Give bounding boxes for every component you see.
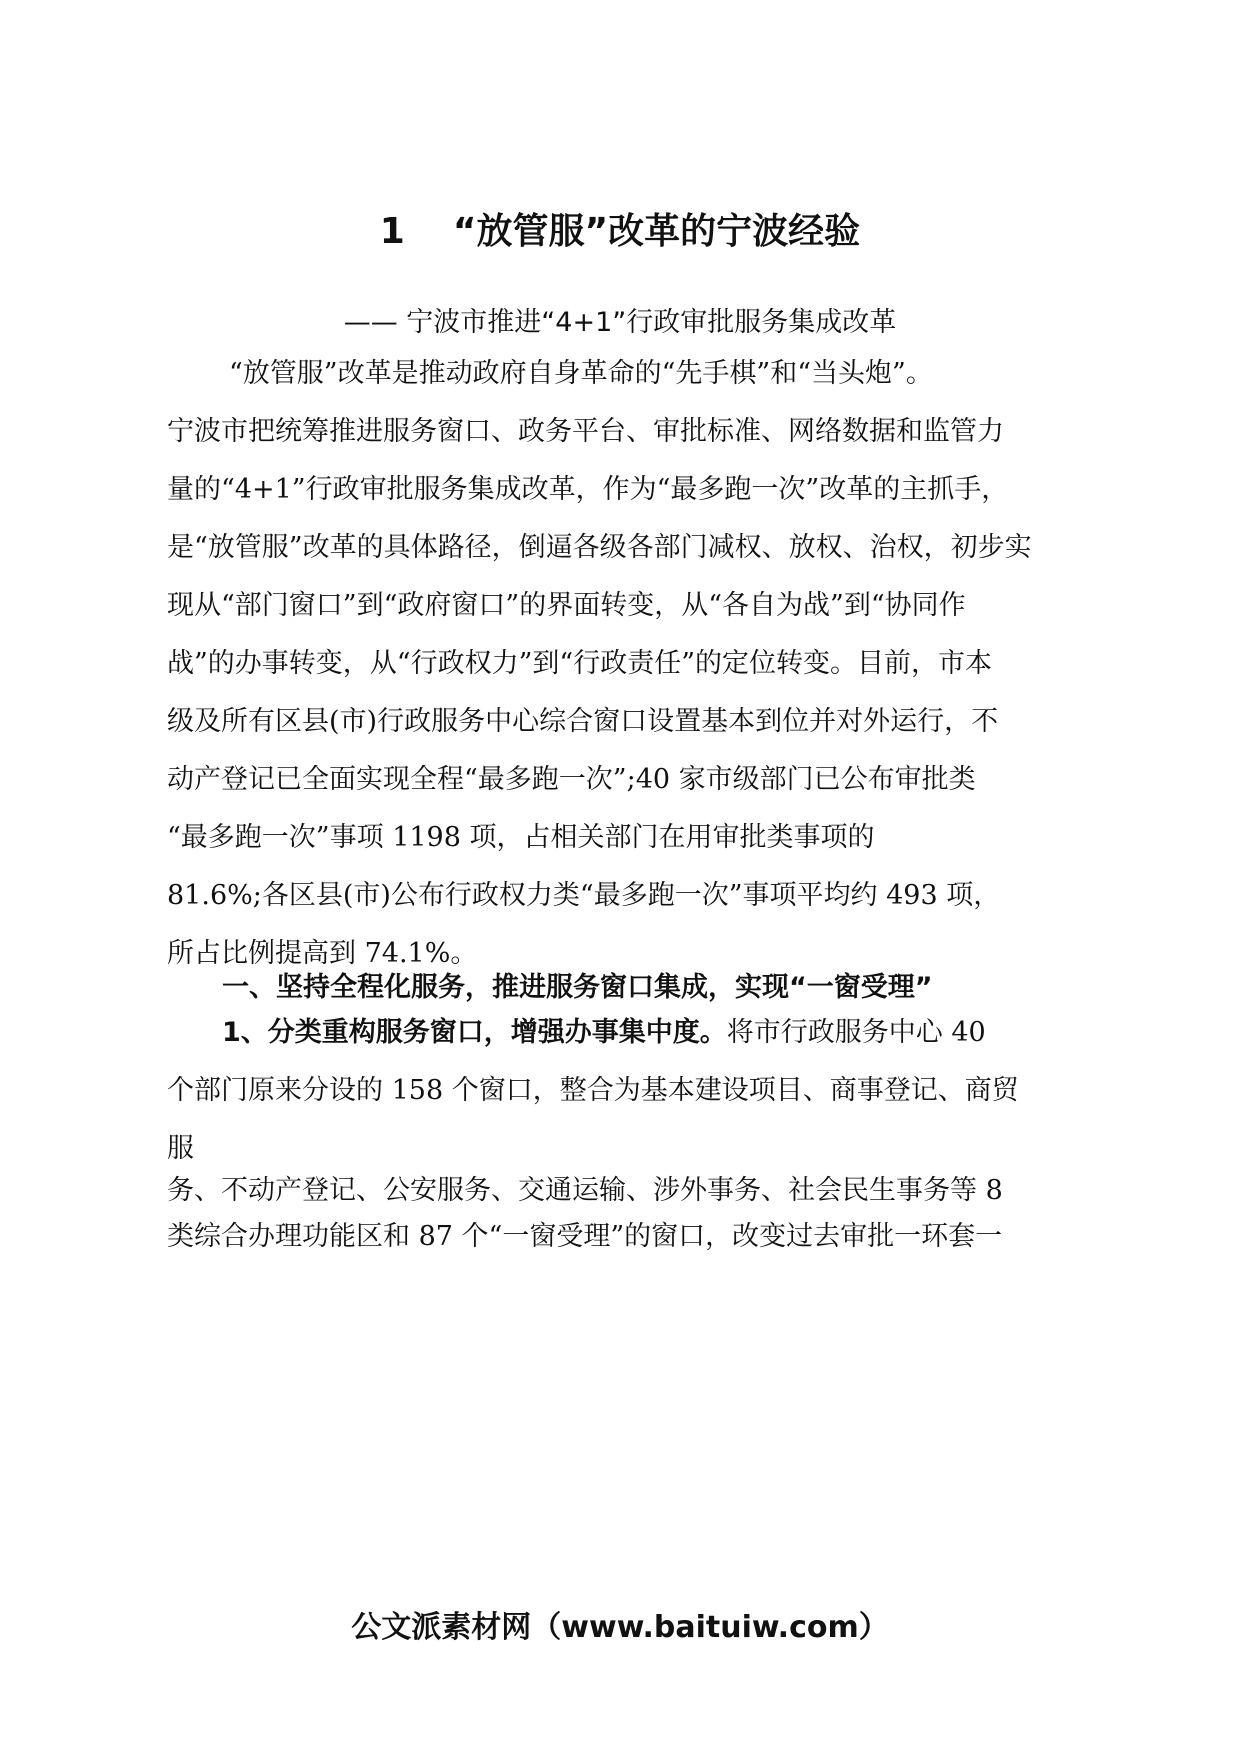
paragraph-line: 81.6%;各区县(市)公布行政权力类“最多跑一次”事项平均约 493 项， — [167, 880, 1001, 911]
paragraph-line: “最多跑一次”事项 1198 项，占相关部门在用审批类事项的 — [167, 822, 875, 853]
bold-lead-text: 1、分类重构服务窗口，增强办事集中度。 — [222, 1017, 727, 1048]
document-subtitle: —— 宁波市推进“4+1”行政审批服务集成改革 — [343, 307, 897, 338]
paragraph-line: 务、不动产登记、公安服务、交通运输、涉外事务、社会民生事务等 8 — [167, 1175, 1003, 1206]
paragraph-line: 个部门原来分设的 158 个窗口，整合为基本建设项目、商事登记、商贸 — [167, 1075, 1019, 1106]
section-heading: 一、坚持全程化服务，推进服务窗口集成，实现“一窗受理” — [222, 972, 933, 1003]
paragraph-line: 战”的办事转变，从“行政权力”到“行政责任”的定位转变。目前，市本 — [167, 648, 993, 679]
paragraph-line: 级及所有区县(市)行政服务中心综合窗口设置基本到位并对外运行，不 — [167, 706, 999, 737]
title-text: “放管服”改革的宁波经验 — [452, 211, 861, 252]
paragraph-line: 量的“4+1”行政审批服务集成改革，作为“最多跑一次”改革的主抓手， — [167, 474, 1009, 505]
paragraph-line: 类综合办理功能区和 87 个“一窗受理”的窗口，改变过去审批一环套一 — [167, 1221, 1003, 1252]
paragraph-line: “放管服”改革是推动政府自身革命的“先手棋”和“当头炮”。 — [229, 358, 933, 389]
paragraph-line: 动产登记已全面实现全程“最多跑一次”;40 家市级部门已公布审批类 — [167, 764, 976, 795]
title-number: 1 — [379, 211, 405, 252]
section-paragraph — [167, 1004, 1087, 1178]
paragraph-line: 服 — [167, 1133, 194, 1164]
page-footer: 公文派素材网（www.baituiw.com） — [351, 1610, 889, 1645]
paragraph-line: 宁波市把统筹推进服务窗口、政务平台、审批标准、网络数据和监管力 — [167, 416, 1004, 447]
lead-rest-text: 将市行政服务中心 40 — [726, 1017, 986, 1048]
document-title — [0, 210, 1240, 254]
paragraph-line: 现从“部门窗口”到“政府窗口”的界面转变，从“各自为战”到“协同作 — [167, 590, 966, 621]
paragraph-line — [167, 1004, 1087, 1062]
paragraph-line: 是“放管服”改革的具体路径，倒逼各级各部门减权、放权、治权，初步实 — [167, 532, 1032, 563]
paragraph-line: 所占比例提高到 74.1%。 — [167, 938, 478, 969]
continuation-paragraph — [167, 1168, 1087, 1260]
intro-paragraph — [167, 345, 1087, 983]
